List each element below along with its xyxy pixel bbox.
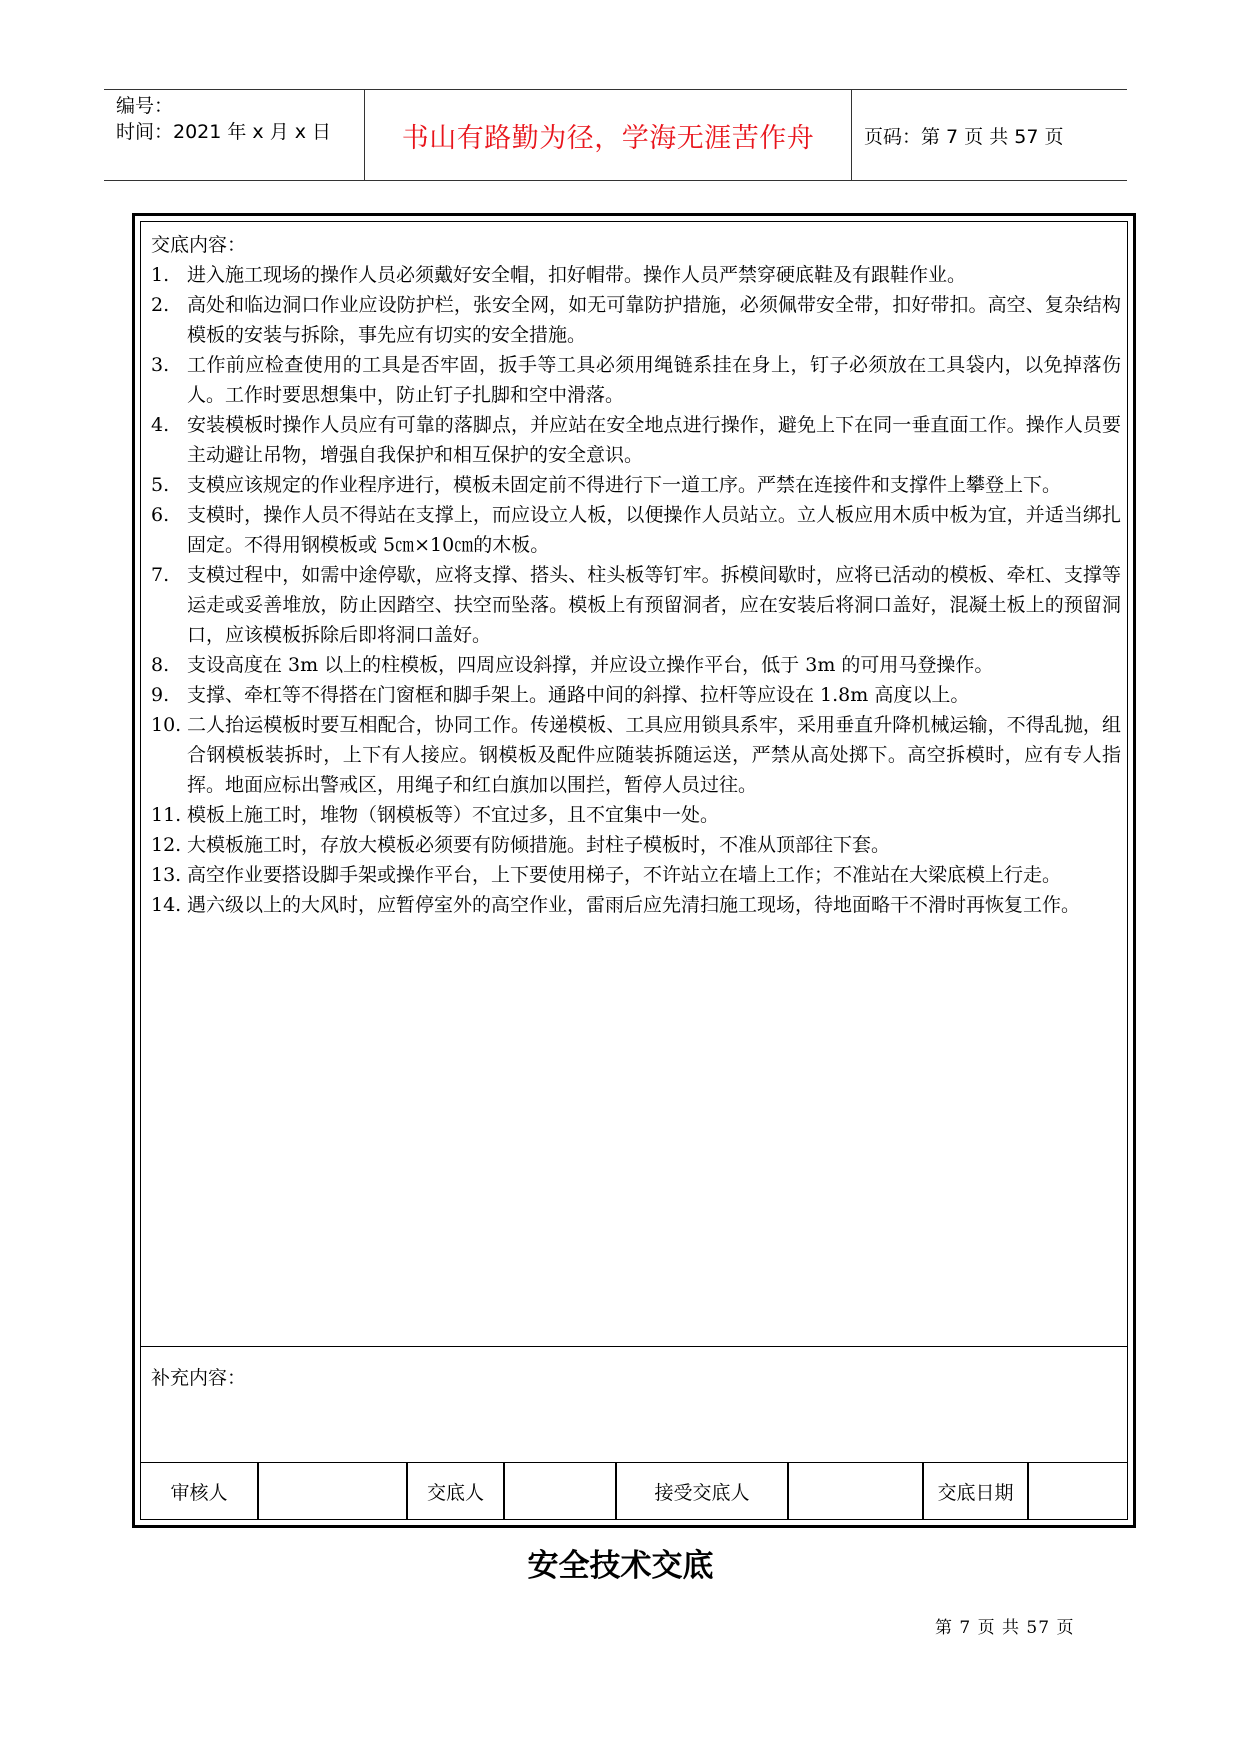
number-label: 编号： bbox=[116, 95, 174, 117]
list-item bbox=[151, 860, 1121, 890]
item-number: 2. bbox=[151, 294, 170, 316]
signature-row bbox=[141, 1463, 1127, 1519]
list-item bbox=[151, 710, 1121, 800]
item-text: 高空作业要搭设脚手架或操作平台，上下要使用梯子，不许站立在墙上工作；不准站在大梁底模上行走。 bbox=[187, 864, 1062, 886]
discloser-value bbox=[505, 1463, 615, 1519]
list-item bbox=[151, 650, 1121, 680]
discloser-label: 交底人 bbox=[426, 1481, 484, 1504]
item-text: 遇六级以上的大风时，应暂停室外的高空作业，雷雨后应先清扫施工现场，待地面略干不滑时再恢复工作。 bbox=[187, 894, 1081, 916]
item-text: 安装模板时操作人员应有可靠的落脚点，并应站在安全地点进行操作，避免上下在同一垂直面工作。操作人员要主动避让吊物，增强自我保护和相互保护的安全意识。 bbox=[187, 414, 1121, 466]
form-inner-border bbox=[140, 221, 1128, 1520]
header-meta bbox=[104, 90, 365, 180]
item-number: 14. bbox=[151, 894, 182, 916]
list-item bbox=[151, 800, 1121, 830]
header-motto: 书山有路勤为径，学海无涯苦作舟 bbox=[365, 90, 852, 180]
receiver-value bbox=[789, 1463, 922, 1519]
item-number: 4. bbox=[151, 414, 170, 436]
item-text: 二人抬运模板时要互相配合，协同工作。传递模板、工具应用锁具系牢，采用垂直升降机械运输，不得乱抛，组合钢模板装拆时，上下有人接应。钢模板及配件应随装拆随运送，严禁从高处掷下。高空拆模时，应有专人指挥。地面应标出警戒区，用绳子和红白旗加以围拦，暂停人员过往。 bbox=[187, 714, 1121, 796]
page-footer: 第 7 页 共 57 页 bbox=[935, 1618, 1075, 1638]
item-text: 支模应该规定的作业程序进行，模板未固定前不得进行下一道工序。严禁在连接件和支撑件上攀登上下。 bbox=[187, 474, 1062, 496]
content-section bbox=[141, 222, 1127, 1347]
supplement-label: 补充内容： bbox=[151, 1367, 247, 1389]
item-number: 6. bbox=[151, 504, 170, 526]
item-text: 进入施工现场的操作人员必须戴好安全帽，扣好帽带。操作人员严禁穿硬底鞋及有跟鞋作业。 bbox=[187, 264, 967, 286]
list-item bbox=[151, 290, 1121, 350]
item-number: 5. bbox=[151, 474, 170, 496]
date-value bbox=[1029, 1463, 1127, 1519]
list-item bbox=[151, 890, 1121, 920]
item-text: 支模时，操作人员不得站在支撑上，而应设立人板，以便操作人员站立。立人板应用木质中板为宜，并适当绑扎固定。不得用钢模板或 5㎝×10㎝的木板。 bbox=[187, 504, 1121, 556]
list-item bbox=[151, 680, 1121, 710]
list-item bbox=[151, 410, 1121, 470]
document-title: 安全技术交底 bbox=[527, 1548, 714, 1584]
supplement-section bbox=[141, 1347, 1127, 1463]
item-number: 9. bbox=[151, 684, 170, 706]
receiver-label: 接受交底人 bbox=[654, 1481, 750, 1504]
list-item bbox=[151, 350, 1121, 410]
item-number: 12. bbox=[151, 834, 182, 856]
item-number: 1. bbox=[151, 264, 170, 286]
item-text: 工作前应检查使用的工具是否牢固，扳手等工具必须用绳链系挂在身上，钉子必须放在工具袋内，以免掉落伤人。工作时要思想集中，防止钉子扎脚和空中滑落。 bbox=[187, 354, 1121, 406]
date-label: 交底日期 bbox=[937, 1481, 1014, 1504]
item-number: 7. bbox=[151, 564, 170, 586]
item-number: 13. bbox=[151, 864, 182, 886]
reviewer-value bbox=[259, 1463, 406, 1519]
item-number: 8. bbox=[151, 654, 170, 676]
item-text: 支撑、牵杠等不得搭在门窗框和脚手架上。通路中间的斜撑、拉杆等应设在 1.8m 高度以上。 bbox=[187, 684, 970, 706]
reviewer-label: 审核人 bbox=[170, 1481, 228, 1504]
item-text: 大模板施工时，存放大模板必须要有防倾措施。封柱子模板时，不准从顶部往下套。 bbox=[187, 834, 891, 856]
list-item bbox=[151, 470, 1121, 500]
content-heading: 交底内容： bbox=[151, 234, 247, 256]
item-number: 10. bbox=[151, 714, 182, 736]
list-item bbox=[151, 560, 1121, 650]
time-label: 时间：2021 年 x 月 x 日 bbox=[116, 121, 332, 143]
header-page-number: 页码：第 7 页 共 57 页 bbox=[864, 125, 1064, 148]
item-text: 支模过程中，如需中途停歇，应将支撑、搭头、柱头板等钉牢。拆模间歇时，应将已活动的模板、牵杠、支撑等运走或妥善堆放，防止因踏空、扶空而坠落。模板上有预留洞者，应在安装后将洞口盖好，混凝土板上的预留洞口，应该模板拆除后即将洞口盖好。 bbox=[187, 564, 1121, 646]
page-header bbox=[104, 89, 1127, 181]
list-item bbox=[151, 260, 1121, 290]
item-number: 3. bbox=[151, 354, 170, 376]
item-number: 11. bbox=[151, 804, 182, 826]
item-text: 高处和临边洞口作业应设防护栏，张安全网，如无可靠防护措施，必须佩带安全带，扣好带扣。高空、复杂结构模板的安装与拆除，事先应有切实的安全措施。 bbox=[187, 294, 1121, 346]
item-text: 模板上施工时，堆物（钢模板等）不宜过多，且不宜集中一处。 bbox=[187, 804, 720, 826]
item-text: 支设高度在 3m 以上的柱模板，四周应设斜撑，并应设立操作平台，低于 3m 的可用马登操作。 bbox=[187, 654, 994, 676]
disclosure-form bbox=[132, 213, 1136, 1528]
content-items-list bbox=[151, 260, 1121, 920]
list-item bbox=[151, 830, 1121, 860]
list-item bbox=[151, 500, 1121, 560]
